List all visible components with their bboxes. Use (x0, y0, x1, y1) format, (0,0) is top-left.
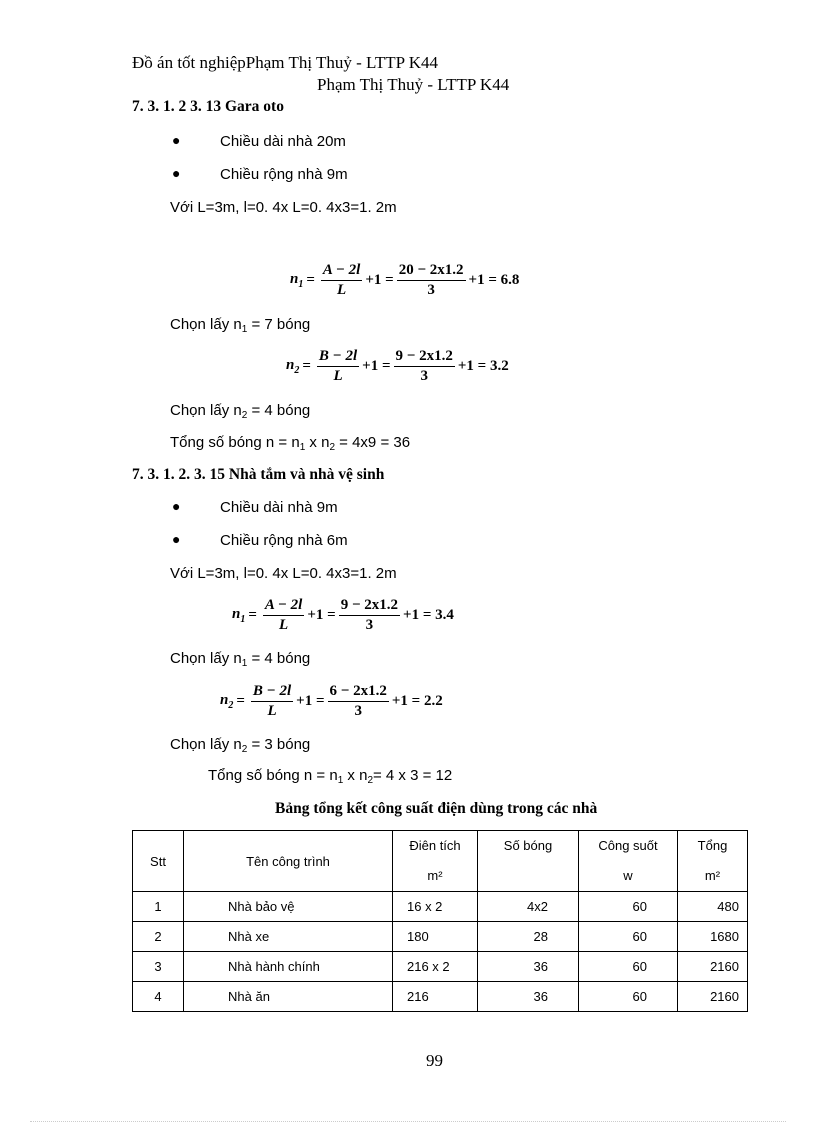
s2-choose-n2: Chọn lấy $n_2 = 3$ bóng (170, 736, 311, 755)
s1-formula-n2: $n_2$ = $\frac{B - 2l}{L}$ +1 = $\frac{9 - 2x1.2}{3}$ +1 = 3.2 (286, 348, 509, 384)
s1-with-line: Với L=3m, l=0. 4x L=0. 4x3=1. 2m (170, 199, 397, 216)
s1-bullet-length: Chiều dài nhà 20m (220, 133, 346, 150)
s2-choose-n1: Chọn lấy $n_1 = 4$ bóng (170, 650, 311, 669)
cell-stt: 4 (133, 982, 184, 1012)
bullet-icon: ● (172, 134, 181, 149)
cell-name: Nhà hành chính (184, 952, 393, 982)
bullet-icon: ● (172, 533, 181, 548)
cell-area: 216 x 2 (393, 952, 478, 982)
cell-total: 1680 (678, 922, 748, 952)
cell-total: 480 (678, 892, 748, 922)
s1-formula-n1: $n_1$ = $\frac{A - 2l}{L}$ +1 = $\frac{20 - 2x1.2}{3}$ +1 = 6.8 (290, 262, 520, 298)
table-row (133, 952, 748, 982)
cell-bulbs: 36 (478, 982, 579, 1012)
header-power: Công suốt w (579, 831, 678, 892)
s2-total-bulbs: Tổng số bóng $n = n_1$ x $n_2= 4$ x 3 = 12 (208, 767, 453, 786)
cell-power: 60 (579, 982, 678, 1012)
header-stt: Stt (133, 831, 184, 892)
s2-with-line: Với L=3m, l=0. 4x L=0. 4x3=1. 2m (170, 565, 397, 582)
table-header-row (133, 831, 748, 892)
cell-bulbs: 4x2 (478, 892, 579, 922)
s1-total-bulbs: Tổng số bóng $n = n_1$ x $n_2 = 4x9 = 36$ (170, 434, 411, 453)
cell-name: Nhà bảo vệ (184, 892, 393, 922)
s2-bullet-length: Chiều dài nhà 9m (220, 499, 338, 516)
table-caption: Bảng tổng kết công suất điện dùng trong các nhà (275, 800, 598, 817)
header-name: Tên công trình (184, 831, 393, 892)
cell-bulbs: 28 (478, 922, 579, 952)
cell-bulbs: 36 (478, 952, 579, 982)
cell-stt: 2 (133, 922, 184, 952)
cell-stt: 3 (133, 952, 184, 982)
header-bulbs: Số bóng (478, 831, 579, 892)
cell-name: Nhà ăn (184, 982, 393, 1012)
cell-power: 60 (579, 892, 678, 922)
header-area: Điên tích m² (393, 831, 478, 892)
cell-area: 180 (393, 922, 478, 952)
bullet-icon: ● (172, 167, 181, 182)
s1-choose-n2: Chọn lấy $n_2 = 4$ bóng (170, 402, 311, 421)
cell-power: 60 (579, 922, 678, 952)
page-number: 99 (426, 1051, 443, 1070)
section-1-title: 7. 3. 1. 2 3. 13 Gara oto (132, 98, 284, 115)
cell-area: 16 x 2 (393, 892, 478, 922)
summary-table (132, 830, 748, 1012)
cell-power: 60 (579, 952, 678, 982)
s1-bullet-width: Chiều rộng nhà 9m (220, 166, 348, 183)
cell-area: 216 (393, 982, 478, 1012)
section-2-title: 7. 3. 1. 2. 3. 15 Nhà tắm và nhà vệ sinh (132, 466, 385, 483)
header-total: Tổng m² (678, 831, 748, 892)
cell-total: 2160 (678, 982, 748, 1012)
s1-choose-n1: Chọn lấy $n_1 = 7$ bóng (170, 316, 311, 335)
table-row (133, 892, 748, 922)
s2-formula-n1: $n_1$ = $\frac{A - 2l}{L}$ +1 = $\frac{9 - 2x1.2}{3}$ +1 = 3.4 (232, 597, 454, 633)
cell-name: Nhà xe (184, 922, 393, 952)
header-line-1: Đồ án tốt nghiệpPhạm Thị Thuỷ - LTTP K44 (132, 53, 438, 72)
table-row (133, 982, 748, 1012)
s2-formula-n2: $n_2$ = $\frac{B - 2l}{L}$ +1 = $\frac{6 - 2x1.2}{3}$ +1 = 2.2 (220, 683, 443, 719)
page-bottom-divider (30, 1121, 786, 1122)
bullet-icon: ● (172, 500, 181, 515)
table-row (133, 922, 748, 952)
cell-stt: 1 (133, 892, 184, 922)
header-line-2: Phạm Thị Thuỷ - LTTP K44 (317, 75, 510, 94)
s2-bullet-width: Chiều rộng nhà 6m (220, 532, 348, 549)
cell-total: 2160 (678, 952, 748, 982)
